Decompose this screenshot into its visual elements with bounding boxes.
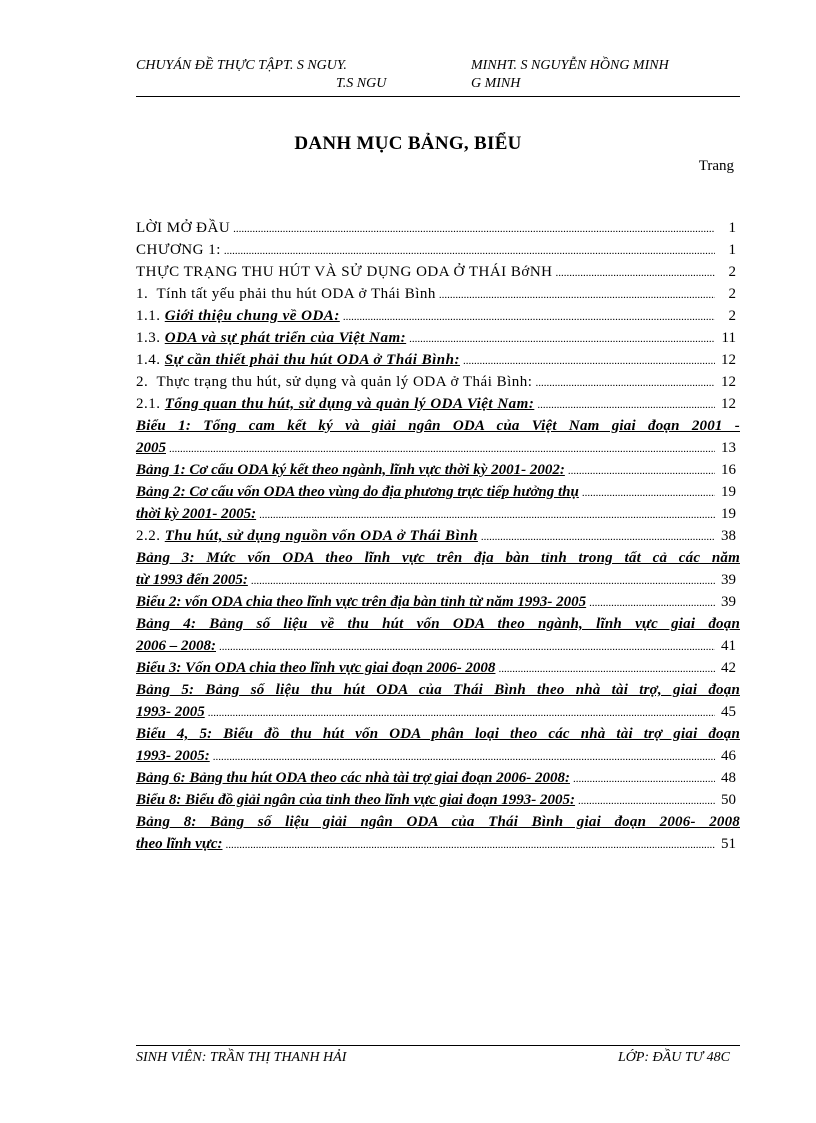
toc-entry-page: 1	[728, 242, 736, 258]
toc-entry-page: 19	[721, 484, 736, 500]
toc-entry-label: Thu hút, sử dụng nguồn vốn ODA ở Thái Bình	[164, 528, 478, 544]
toc-entry-page: 51	[721, 836, 736, 852]
toc-entry[interactable]	[136, 748, 740, 765]
toc-leader-dots	[582, 487, 715, 499]
toc-entry-page: 42	[721, 660, 736, 676]
toc-entry[interactable]	[136, 242, 740, 259]
page-column-label: Trang	[698, 158, 734, 174]
toc-entry-label: 2006 – 2008:	[136, 638, 216, 654]
toc-entry-page: 46	[721, 748, 736, 764]
page-header	[136, 58, 740, 97]
toc-leader-dots	[556, 267, 715, 279]
page-footer	[136, 1045, 740, 1066]
toc-entry-page: 12	[721, 352, 736, 368]
toc-leader-dots	[535, 377, 715, 389]
toc-entry-label: LỜI MỞ ĐẦU	[136, 220, 231, 236]
toc-entry-label: 1993- 2005	[136, 704, 205, 720]
toc-leader-dots	[409, 333, 715, 345]
toc-entry-label: 1993- 2005:	[136, 748, 210, 764]
toc-leader-dots	[251, 575, 715, 587]
toc-leader-dots	[225, 839, 715, 851]
toc-leader-dots	[568, 465, 715, 477]
footer-student: SINH VIÊN: TRẦN THỊ THANH HẢI	[136, 1050, 347, 1065]
toc-entry-page: 2	[728, 264, 736, 280]
toc-leader-dots	[578, 795, 715, 807]
header-right-line1: MINHT. S NGUYỄN HỒNG MINH	[471, 58, 669, 73]
toc-leader-dots	[208, 707, 715, 719]
toc-entry[interactable]	[136, 264, 740, 281]
toc-leader-dots	[169, 443, 715, 455]
toc-entry[interactable]	[136, 220, 740, 237]
toc-entry-label: theo lĩnh vực:	[136, 836, 223, 852]
toc-entry[interactable]	[136, 330, 740, 347]
toc-entry-page: 1	[728, 220, 736, 236]
toc-entry-label: Sự cần thiết phải thu hút ODA ở Thái Bình:	[164, 352, 460, 368]
toc-entry-label: từ 1993 đến 2005:	[136, 572, 248, 588]
toc-entry-wrapped-line[interactable]: Bảng 4: Bảng số liệu về thu hút vốn ODA theo ngành, lĩnh vực giai đoạn	[136, 616, 740, 632]
toc-entry-number: 1.	[136, 286, 149, 302]
toc-entry-number: 1.4.	[136, 352, 161, 368]
toc-leader-dots	[259, 509, 715, 521]
toc-entry-wrapped-line[interactable]: Bảng 5: Bảng số liệu thu hút ODA của Thái Bình theo nhà tài trợ, giai đoạn	[136, 682, 740, 698]
toc-entry[interactable]	[136, 440, 740, 457]
toc-entry-label: 2005	[136, 440, 166, 456]
toc-entry-page: 12	[721, 396, 736, 412]
table-of-contents	[136, 220, 740, 853]
toc-entry[interactable]	[136, 594, 740, 611]
toc-leader-dots	[573, 773, 715, 785]
header-left-line2: T.S NGU	[336, 76, 387, 91]
toc-entry[interactable]	[136, 572, 740, 589]
toc-entry-label: THỰC TRẠNG THU HÚT VÀ SỬ DỤNG ODA Ở THÁI BớNH	[136, 264, 553, 280]
toc-entry[interactable]	[136, 352, 740, 369]
toc-entry-number: 2.1.	[136, 396, 161, 412]
toc-entry-page: 39	[721, 572, 736, 588]
toc-entry-number: 1.3.	[136, 330, 161, 346]
toc-entry[interactable]	[136, 308, 740, 325]
toc-entry-label: ODA và sự phát triển của Việt Nam:	[164, 330, 407, 346]
toc-entry[interactable]	[136, 528, 740, 545]
footer-class: LỚP: ĐẦU TƯ 48C	[617, 1050, 730, 1065]
toc-entry-label: Bảng 6: Bảng thu hút ODA theo các nhà tài trợ giai đoạn 2006- 2008:	[136, 770, 570, 786]
toc-entry-page: 12	[721, 374, 736, 390]
toc-entry-label: Tổng quan thu hút, sử dụng và quản lý ODA Việt Nam:	[164, 396, 535, 412]
toc-entry-label: Giới thiệu chung về ODA:	[164, 308, 340, 324]
toc-entry-wrapped-line[interactable]: Biểu 1: Tổng cam kết ký và giải ngân ODA của Việt Nam giai đoạn 2001 -	[136, 418, 740, 434]
toc-leader-dots	[213, 751, 715, 763]
toc-entry-page: 2	[728, 286, 736, 302]
toc-entry-page: 48	[721, 770, 736, 786]
toc-entry-page: 41	[721, 638, 736, 654]
toc-entry-label: Thực trạng thu hút, sử dụng và quản lý ODA ở Thái Bình:	[156, 374, 533, 390]
toc-entry[interactable]	[136, 660, 740, 677]
toc-entry[interactable]	[136, 484, 740, 501]
toc-entry-page: 16	[721, 462, 736, 478]
toc-entry-wrapped-line[interactable]: Biểu 4, 5: Biểu đồ thu hút vốn ODA phân loại theo các nhà tài trợ giai đoạn	[136, 726, 740, 742]
header-right-line2: G MINH	[471, 76, 521, 91]
toc-leader-dots	[439, 289, 715, 301]
toc-entry-number: 1.1.	[136, 308, 161, 324]
toc-entry[interactable]	[136, 792, 740, 809]
toc-leader-dots	[224, 245, 715, 257]
toc-entry-page: 11	[721, 330, 736, 346]
toc-entry-page: 39	[721, 594, 736, 610]
toc-entry[interactable]	[136, 770, 740, 787]
toc-leader-dots	[589, 597, 715, 609]
toc-leader-dots	[481, 531, 715, 543]
toc-entry[interactable]	[136, 396, 740, 413]
toc-leader-dots	[498, 663, 715, 675]
toc-entry[interactable]	[136, 638, 740, 655]
toc-entry-label: Biểu 8: Biểu đồ giải ngân của tỉnh theo lĩnh vực giai đoạn 1993- 2005:	[136, 792, 576, 808]
toc-entry-label: thời kỳ 2001- 2005:	[136, 506, 257, 522]
toc-entry-page: 2	[728, 308, 736, 324]
toc-entry-label: Tính tất yếu phải thu hút ODA ở Thái Bình	[156, 286, 436, 302]
toc-entry-label: Bảng 1: Cơ cấu ODA ký kết theo ngành, lĩnh vực thời kỳ 2001- 2002:	[136, 462, 565, 478]
toc-leader-dots	[219, 641, 715, 653]
toc-entry-label: Bảng 2: Cơ cấu vốn ODA theo vùng do địa phương trực tiếp hưởng thụ	[136, 484, 579, 500]
page-title: DANH MỤC BẢNG, BIỂU	[294, 133, 522, 154]
toc-entry-page: 38	[721, 528, 736, 544]
toc-entry-label: Biểu 3: Vốn ODA chia theo lĩnh vực giai đoạn 2006- 2008	[136, 660, 496, 676]
toc-leader-dots	[343, 311, 715, 323]
toc-entry[interactable]	[136, 286, 740, 303]
toc-entry-page: 45	[721, 704, 736, 720]
toc-entry[interactable]	[136, 374, 740, 391]
toc-leader-dots	[233, 223, 715, 235]
toc-entry[interactable]	[136, 462, 740, 479]
toc-entry-page: 50	[721, 792, 736, 808]
toc-leader-dots	[537, 399, 715, 411]
toc-entry[interactable]	[136, 836, 740, 853]
toc-entry[interactable]	[136, 506, 740, 523]
toc-entry-label: CHƯƠNG 1:	[136, 242, 221, 258]
toc-entry-page: 13	[721, 440, 736, 456]
toc-entry-number: 2.2.	[136, 528, 161, 544]
header-left-line1: CHUYÁN ĐỀ THỰC TẬPT. S NGUY.	[136, 58, 347, 73]
toc-entry-wrapped-line[interactable]: Bảng 3: Mức vốn ODA theo lĩnh vực trên địa bàn tỉnh trong tất cả các năm	[136, 550, 740, 566]
toc-entry-wrapped-line[interactable]: Bảng 8: Bảng số liệu giải ngân ODA của Thái Bình giai đoạn 2006- 2008	[136, 814, 740, 830]
toc-leader-dots	[463, 355, 715, 367]
toc-entry-number: 2.	[136, 374, 149, 390]
toc-entry-page: 19	[721, 506, 736, 522]
toc-entry-label: Biểu 2: vốn ODA chia theo lĩnh vực trên địa bàn tỉnh từ năm 1993- 2005	[136, 594, 587, 610]
toc-entry[interactable]	[136, 704, 740, 721]
